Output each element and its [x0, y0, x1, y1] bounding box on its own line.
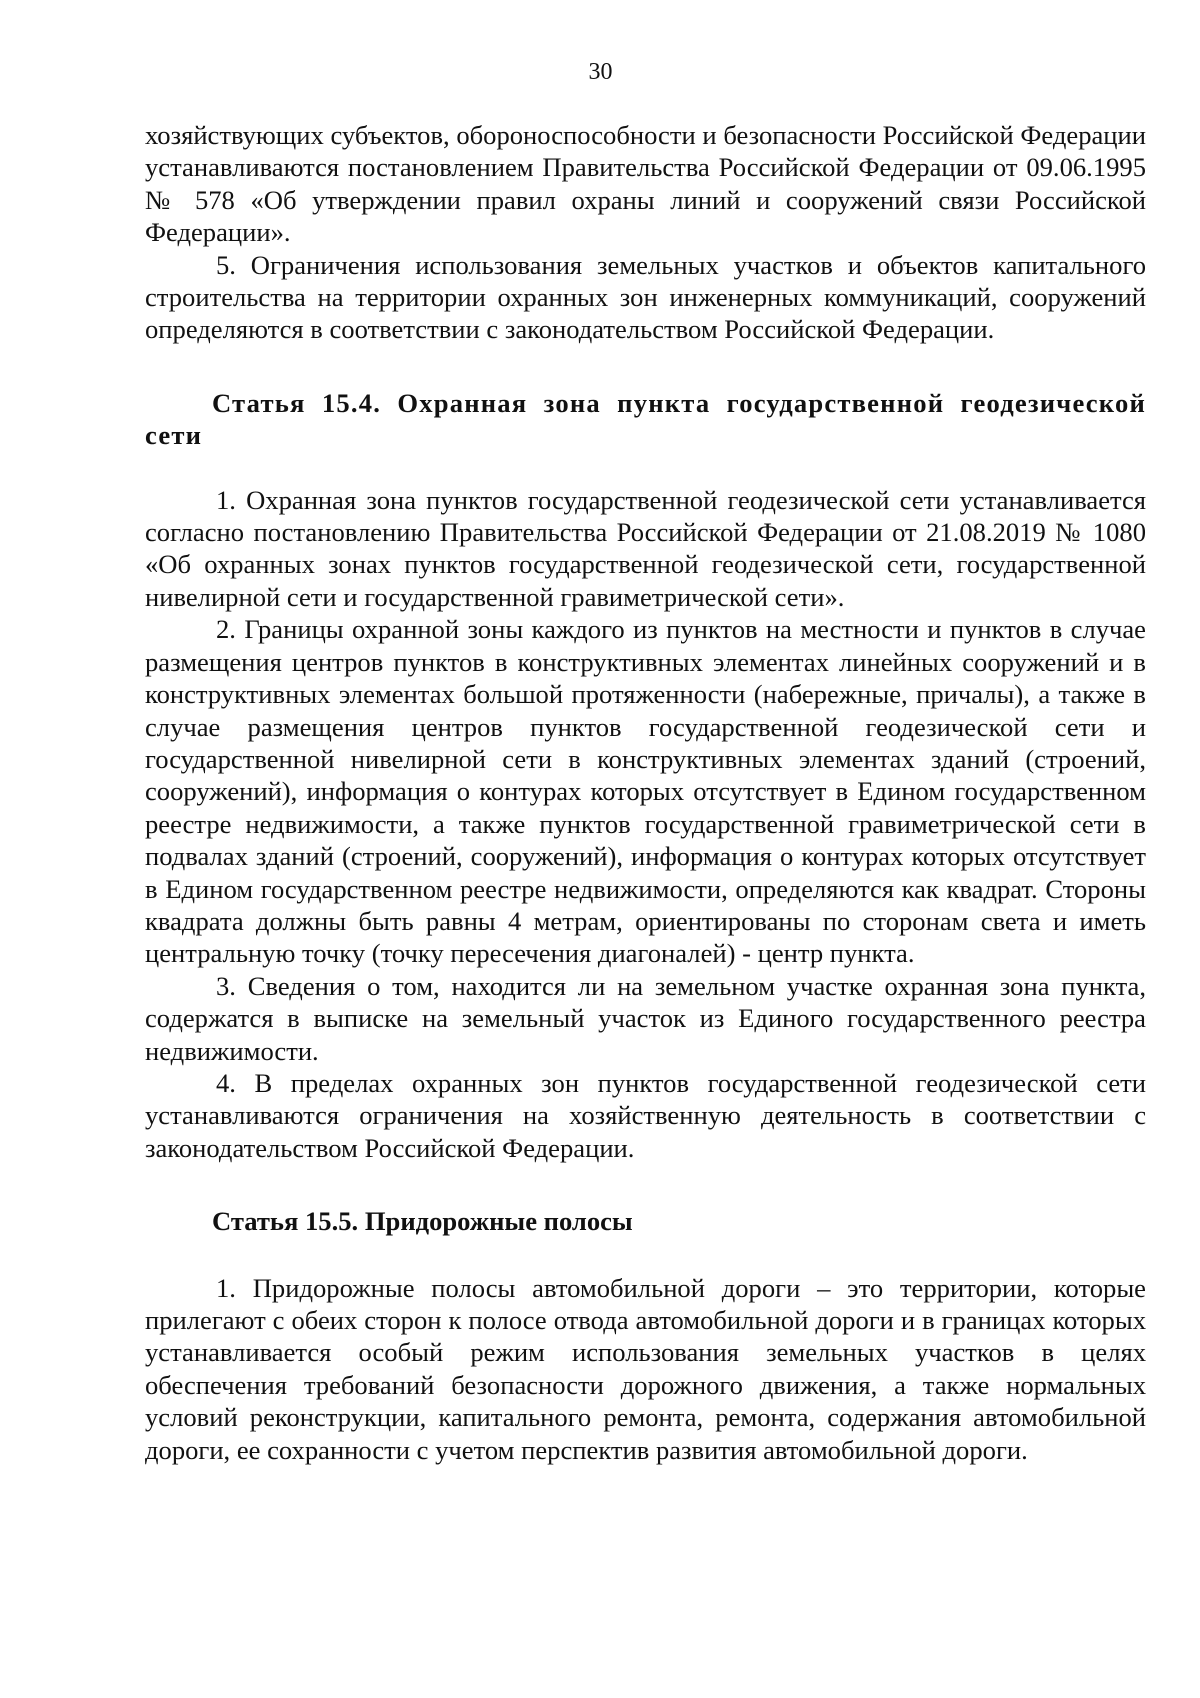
section-15-4-item-1: 1. Охранная зона пунктов государственной геодезической сети устанавливается согласно постановлению Правительства Российской Федерации от 21.08.2019 № 1080 «Об охранных зонах пунктов государственной геодезической сети, государственной нивелирной сети и государственной гравиметрической сети».: [145, 484, 1146, 612]
section-15-4-item-2: 2. Границы охранной зоны каждого из пунктов на местности и пунктов в случае размещения центров пунктов в конструктивных элементах линейных сооружений и в конструктивных элементах большой протяженности (набережные, причалы), а также в случае размещения центров пунктов государственной геодезической сети и государственной нивелирной сети в конструктивных элементах зданий (строений, сооружений), информация о контурах которых отсутствует в Едином государственном реестре недвижимости, а также пунктов государственной гравиметрической сети в подвалах зданий (строений, сооружений), информация о контурах которых отсутствует в Едином государственном реестре недвижимости, определяются как квадрат. Стороны квадрата должны быть равны 4 метрам, ориентированы по сторонам света и иметь центральную точку (точку пересечения диагоналей) - центр пункта.: [145, 614, 1146, 969]
spacer: [145, 1164, 1146, 1205]
section-heading-15-4: Статья 15.4. Охранная зона пункта государственной геодезической сети: [145, 387, 1146, 451]
section-15-5-item-1: 1. Придорожные полосы автомобильной дороги – это территории, которые прилегают с обеих сторон к полосе отвода автомобильной дороги и в границах которых устанавливается особый режим использования земельных участков в целях обеспечения требований безопасности дорожного движения, а также нормальных условий реконструкции, капитального ремонта, ремонта, содержания автомобильной дороги, ее сохранности с учетом перспектив развития автомобильной дороги.: [145, 1272, 1146, 1465]
paragraph-continuation: хозяйствующих субъектов, обороноспособности и безопасности Российской Федерации устанавливаются постановлением Правительства Российской Федерации от 09.06.1995 № 578 «Об утверждении правил охраны линий и сооружений связи Российской Федерации».: [145, 120, 1146, 248]
section-heading-15-5: Статья 15.5. Придорожные полосы: [212, 1206, 633, 1237]
section-15-4-item-4: 4. В пределах охранных зон пунктов государственной геодезической сети устанавливаются ограничения на хозяйственную деятельность в соответствии с законодательством Российской Федерации.: [145, 1067, 1146, 1163]
spacer: [145, 346, 1146, 387]
paragraph-item-5: 5. Ограничения использования земельных участков и объектов капитального строительства на территории охранных зон инженерных коммуникаций, сооружений определяются в соответствии с законодательством Российской Федерации.: [145, 249, 1146, 345]
spacer: [145, 452, 1146, 484]
spacer: [145, 1238, 1146, 1272]
section-15-4-item-3: 3. Сведения о том, находится ли на земельном участке охранная зона пункта, содержатся в выписке на земельный участок из Единого государственного реестра недвижимости.: [145, 970, 1146, 1066]
page-number: 30: [588, 59, 613, 85]
